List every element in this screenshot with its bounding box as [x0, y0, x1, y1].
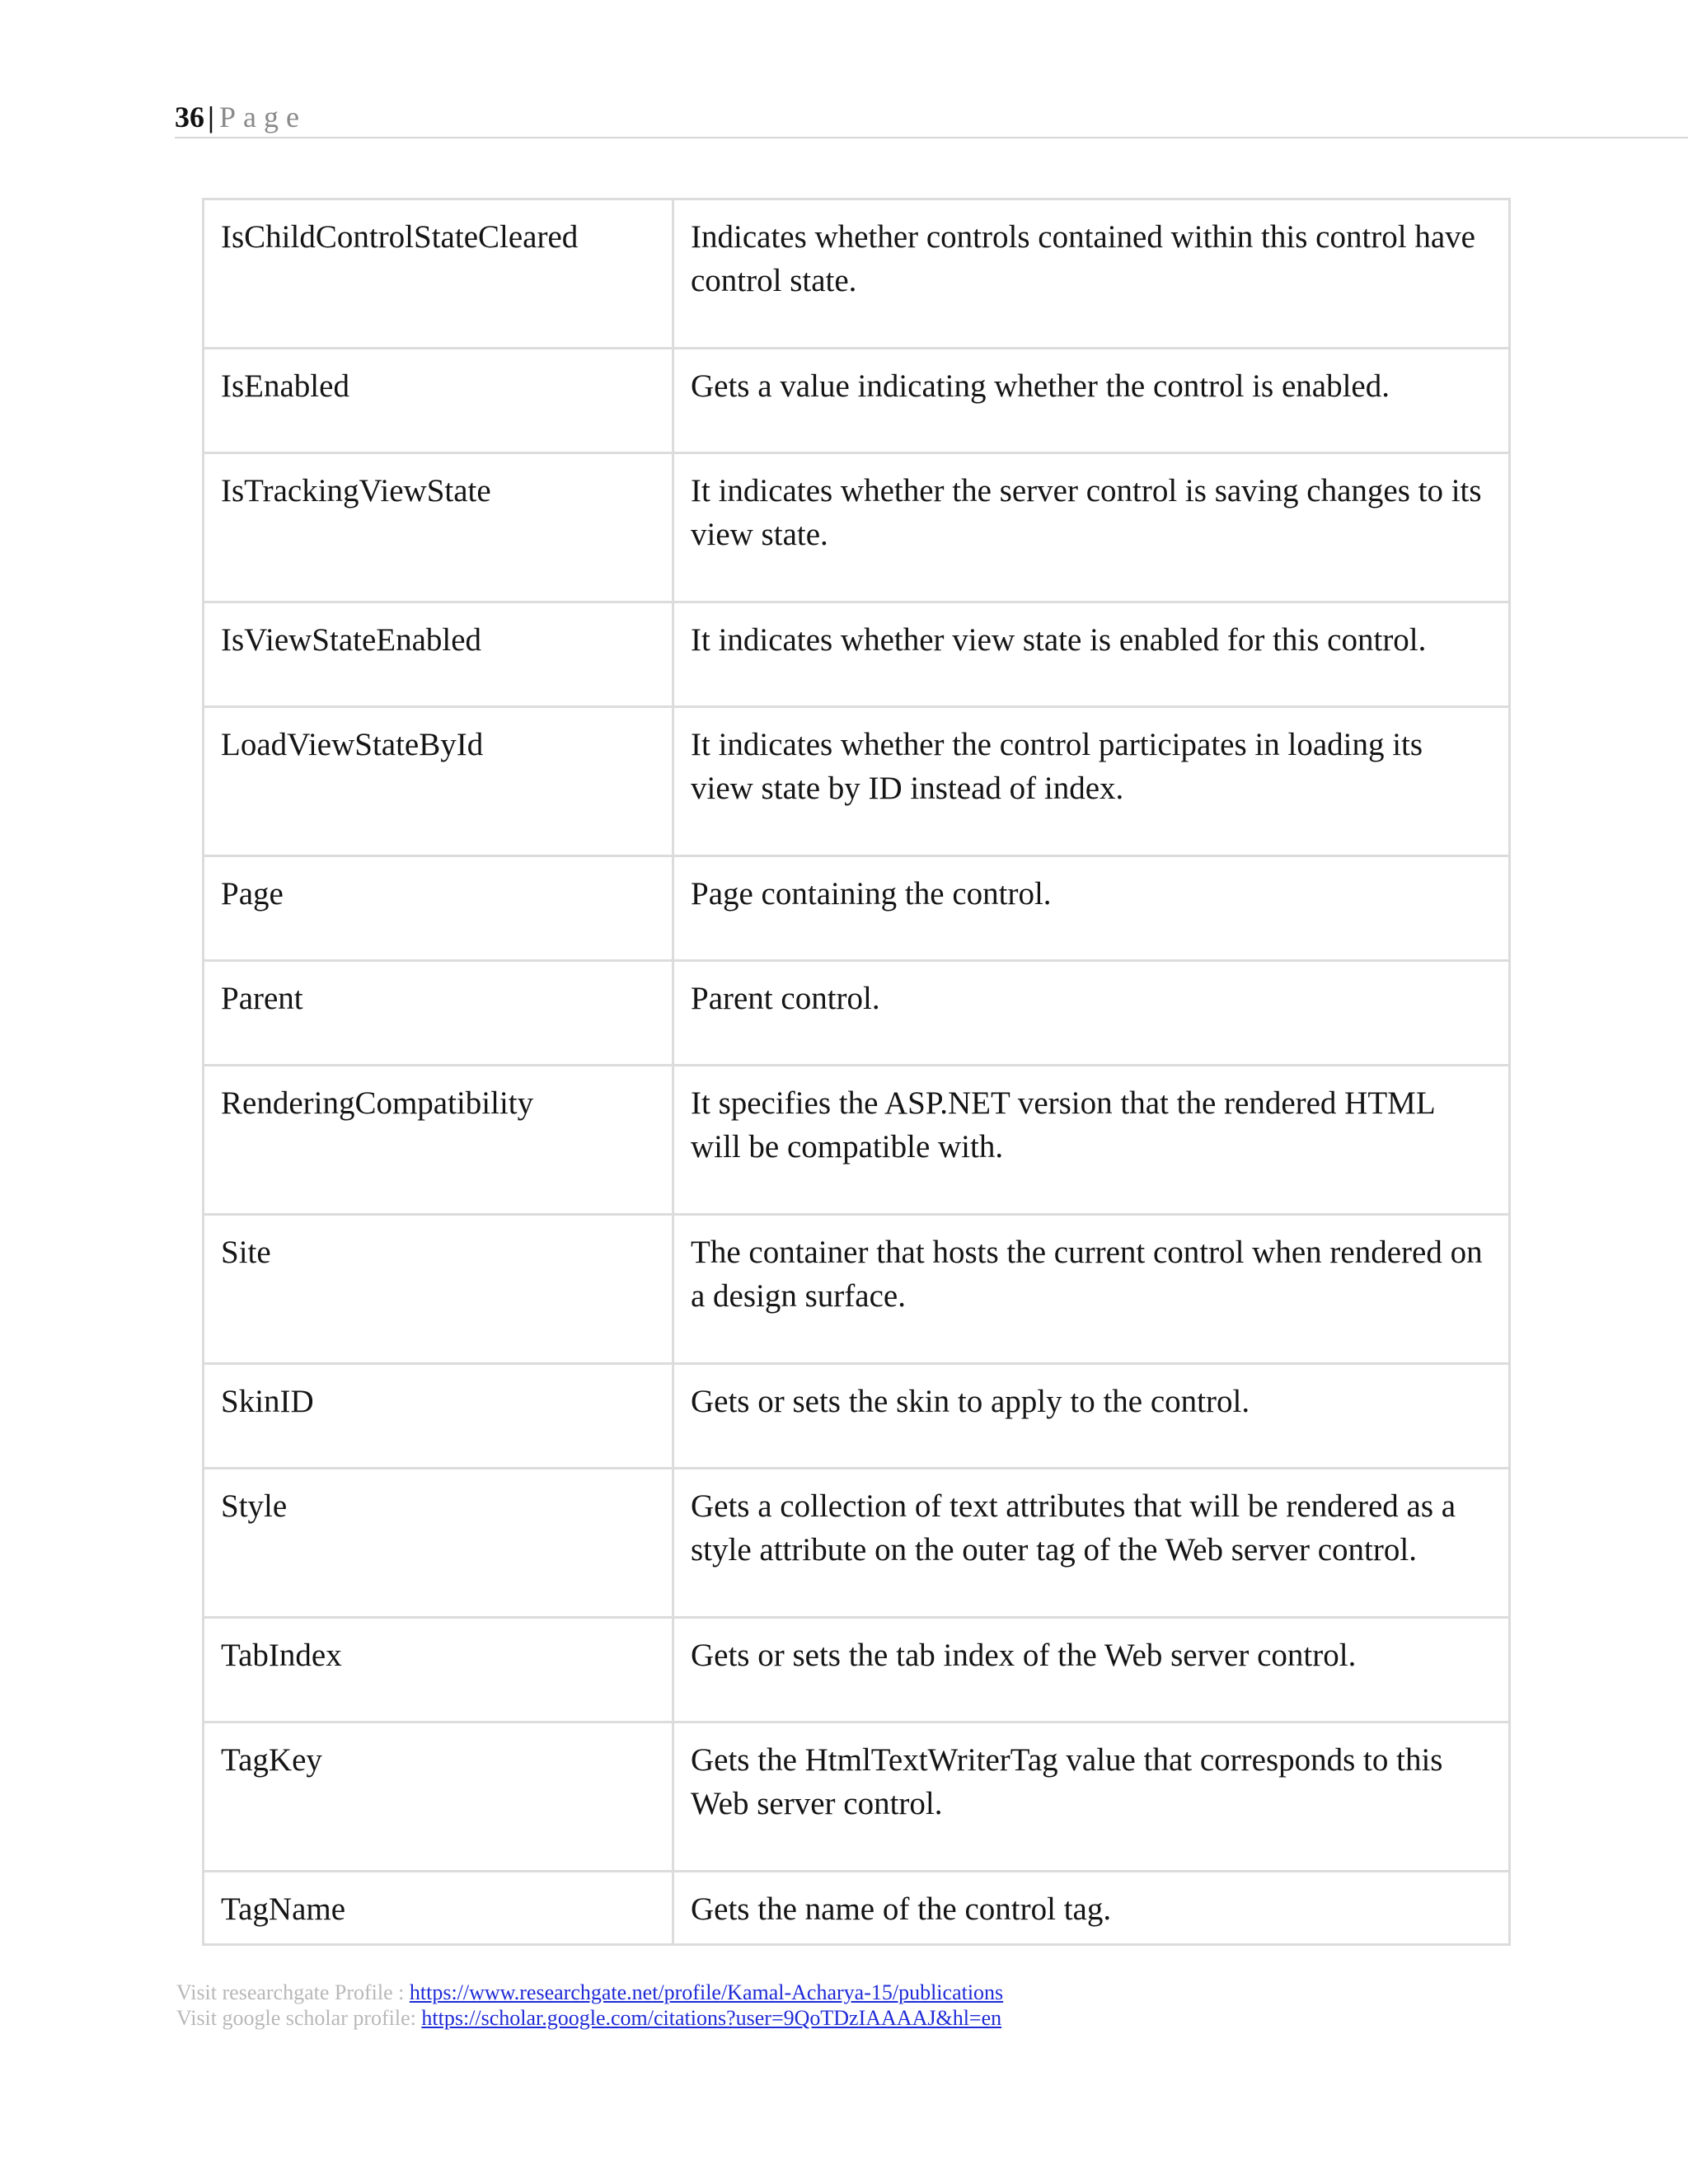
property-description: Gets a value indicating whether the control is enabled. [673, 349, 1510, 453]
scholar-link[interactable]: https://scholar.google.com/citations?user=9QoTDzIAAAAJ&hl=en [421, 2006, 1002, 2030]
table-row [204, 1364, 1510, 1469]
property-name: IsChildControlStateCleared [204, 199, 673, 349]
property-name: IsEnabled [204, 349, 673, 453]
property-name: IsTrackingViewState [204, 453, 673, 602]
researchgate-label: Visit researchgate Profile : [176, 1980, 405, 2004]
table-row [204, 1872, 1510, 1945]
property-name: RenderingCompatibility [204, 1066, 673, 1215]
property-description: Gets the name of the control tag. [673, 1872, 1510, 1945]
page-number: 36 [175, 101, 204, 134]
table-row [204, 1066, 1510, 1215]
property-name: Style [204, 1469, 673, 1618]
property-name: Site [204, 1215, 673, 1364]
table-row [204, 961, 1510, 1066]
property-name: Page [204, 856, 673, 961]
table-row [204, 856, 1510, 961]
property-description: Indicates whether controls contained within this control have control state. [673, 199, 1510, 349]
scholar-line [176, 2005, 1003, 2031]
researchgate-link[interactable]: https://www.researchgate.net/profile/Kamal-Acharya-15/publications [409, 1980, 1004, 2004]
page-footer [176, 1980, 1003, 2031]
property-description: The container that hosts the current control when rendered on a design surface. [673, 1215, 1510, 1364]
table-row [204, 349, 1510, 453]
table-row [204, 1618, 1510, 1722]
property-description: Gets the HtmlTextWriterTag value that corresponds to this Web server control. [673, 1722, 1510, 1872]
table-row [204, 1469, 1510, 1618]
property-description: Gets or sets the skin to apply to the control. [673, 1364, 1510, 1469]
table-row [204, 453, 1510, 602]
table-row [204, 707, 1510, 856]
table-row [204, 602, 1510, 707]
property-name: LoadViewStateById [204, 707, 673, 856]
property-name: IsViewStateEnabled [204, 602, 673, 707]
property-description: It indicates whether view state is enabled for this control. [673, 602, 1510, 707]
table-row [204, 199, 1510, 349]
properties-table [202, 198, 1511, 1946]
property-description: Parent control. [673, 961, 1510, 1066]
researchgate-line [176, 1980, 1003, 2005]
property-description: It indicates whether the control participates in loading its view state by ID instead of index. [673, 707, 1510, 856]
table-row [204, 1722, 1510, 1872]
property-name: SkinID [204, 1364, 673, 1469]
header-separator: | [208, 101, 214, 134]
property-description: Gets or sets the tab index of the Web server control. [673, 1618, 1510, 1722]
property-name: TagName [204, 1872, 673, 1945]
property-description: Gets a collection of text attributes that will be rendered as a style attribute on the outer tag of the Web server control. [673, 1469, 1510, 1618]
page-header [175, 97, 1688, 138]
property-description: It specifies the ASP.NET version that the rendered HTML will be compatible with. [673, 1066, 1510, 1215]
property-name: TagKey [204, 1722, 673, 1872]
property-description: It indicates whether the server control is saving changes to its view state. [673, 453, 1510, 602]
scholar-label: Visit google scholar profile: [176, 2006, 416, 2030]
table-row [204, 1215, 1510, 1364]
property-name: TabIndex [204, 1618, 673, 1722]
property-name: Parent [204, 961, 673, 1066]
page-label: Page [218, 101, 307, 134]
property-description: Page containing the control. [673, 856, 1510, 961]
